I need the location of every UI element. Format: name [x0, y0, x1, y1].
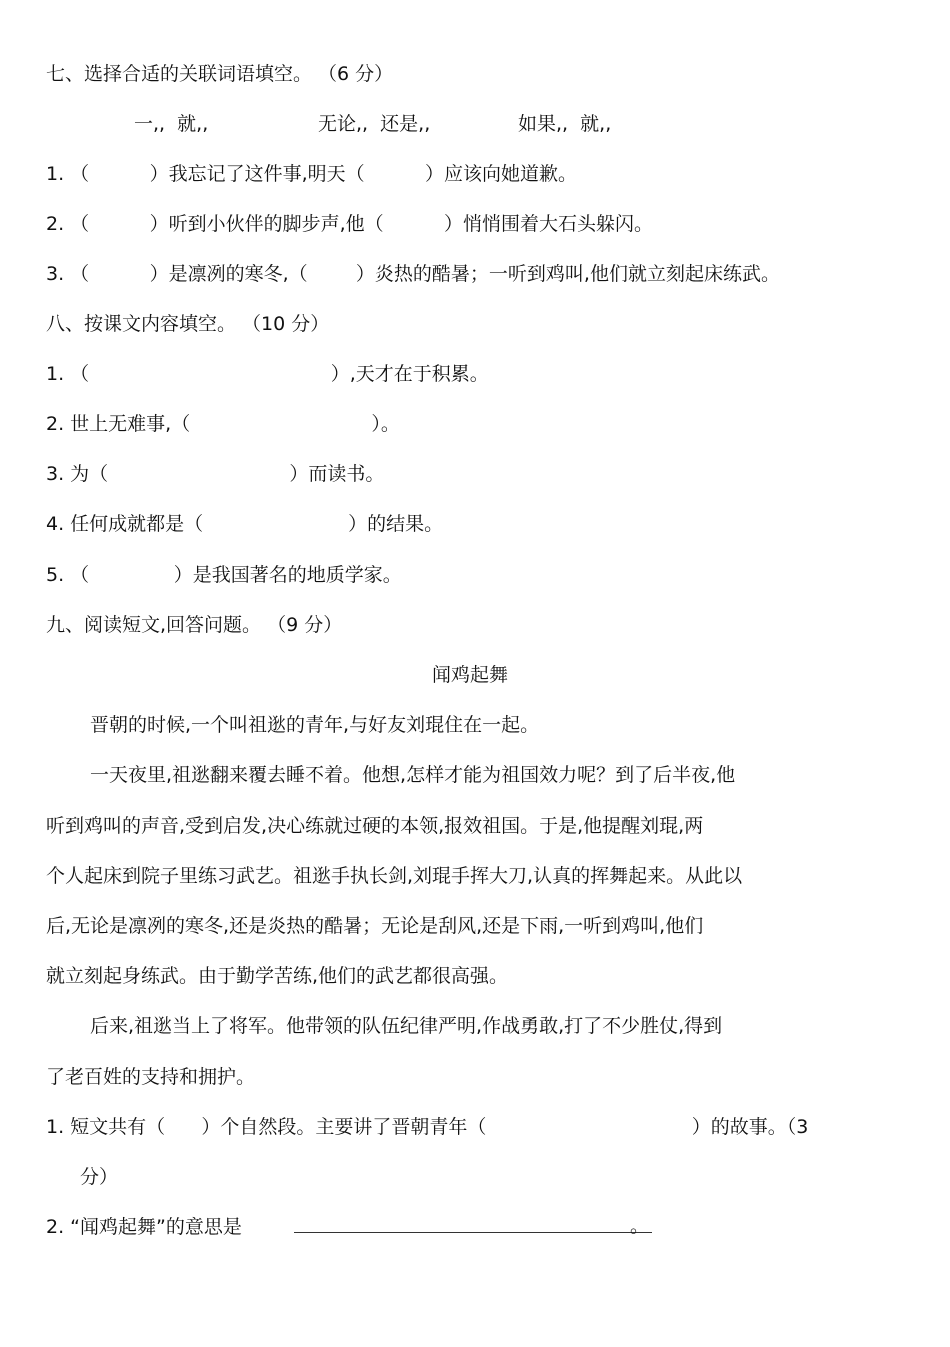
passage-title: 闻鸡起舞 — [432, 664, 509, 686]
passage-line: 后,无论是凛冽的寒冬,还是炎热的酷暑；无论是刮风,还是下雨,一听到鸡叫,他们 — [46, 915, 704, 937]
q7-option-3: 如果,, 就,, — [518, 113, 612, 135]
passage-line: 就立刻起身练武。由于勤学苦练,他们的武艺都很高强。 — [46, 965, 509, 987]
q8-item-1: 1. （ ）,天才在于积累。 — [46, 363, 489, 385]
q7-option-1: 一,, 就,, — [134, 113, 209, 135]
passage-line: 听到鸡叫的声音,受到启发,决心练就过硬的本领,报效祖国。于是,他提醒刘琨,两 — [46, 815, 704, 837]
passage-line: 后来,祖逖当上了将军。他带领的队伍纪律严明,作战勇敢,打了不少胜仗,得到 — [90, 1015, 723, 1037]
q9-question-1-cont: 分） — [80, 1166, 119, 1188]
q7-option-2: 无论,, 还是,, — [318, 113, 431, 135]
passage-line: 晋朝的时候,一个叫祖逖的青年,与好友刘琨住在一起。 — [90, 714, 540, 736]
passage-line: 个人起床到院子里练习武艺。祖逖手执长剑,刘琨手挥大刀,认真的挥舞起来。从此以 — [46, 865, 743, 887]
q8-item-5: 5. （ ）是我国著名的地质学家。 — [46, 564, 402, 586]
passage-line: 了老百姓的支持和拥护。 — [46, 1066, 256, 1088]
q7-item-1: 1. （ ）我忘记了这件事,明天（ ）应该向她道歉。 — [46, 163, 577, 185]
q8-item-4: 4. 任何成就都是（ ）的结果。 — [46, 513, 444, 535]
q8-item-2: 2. 世上无难事,（ ）。 — [46, 413, 400, 435]
q9-question-2-end: 。 — [630, 1215, 650, 1237]
q7-item-3: 3. （ ）是凛冽的寒冬,（ ）炎热的酷暑；一听到鸡叫,他们就立刻起床练武。 — [46, 263, 780, 285]
q8-item-3: 3. 为（ ）而读书。 — [46, 463, 385, 485]
q7-heading: 七、选择合适的关联词语填空。 （6 分） — [46, 63, 394, 85]
q7-item-2: 2. （ ）听到小伙伴的脚步声,他（ ）悄悄围着大石头躲闪。 — [46, 213, 653, 235]
passage-line: 一天夜里,祖逖翻来覆去睡不着。他想,怎样才能为祖国效力呢？到了后半夜,他 — [90, 764, 736, 786]
q9-question-2: 2. “闻鸡起舞”的意思是 — [46, 1216, 242, 1238]
q9-question-1: 1. 短文共有（ ）个自然段。主要讲了晋朝青年（ ）的故事。（3 — [46, 1116, 809, 1138]
q8-heading: 八、按课文内容填空。 （10 分） — [46, 313, 330, 335]
answer-blank[interactable] — [294, 1232, 652, 1233]
q9-heading: 九、阅读短文,回答问题。 （9 分） — [46, 614, 343, 636]
